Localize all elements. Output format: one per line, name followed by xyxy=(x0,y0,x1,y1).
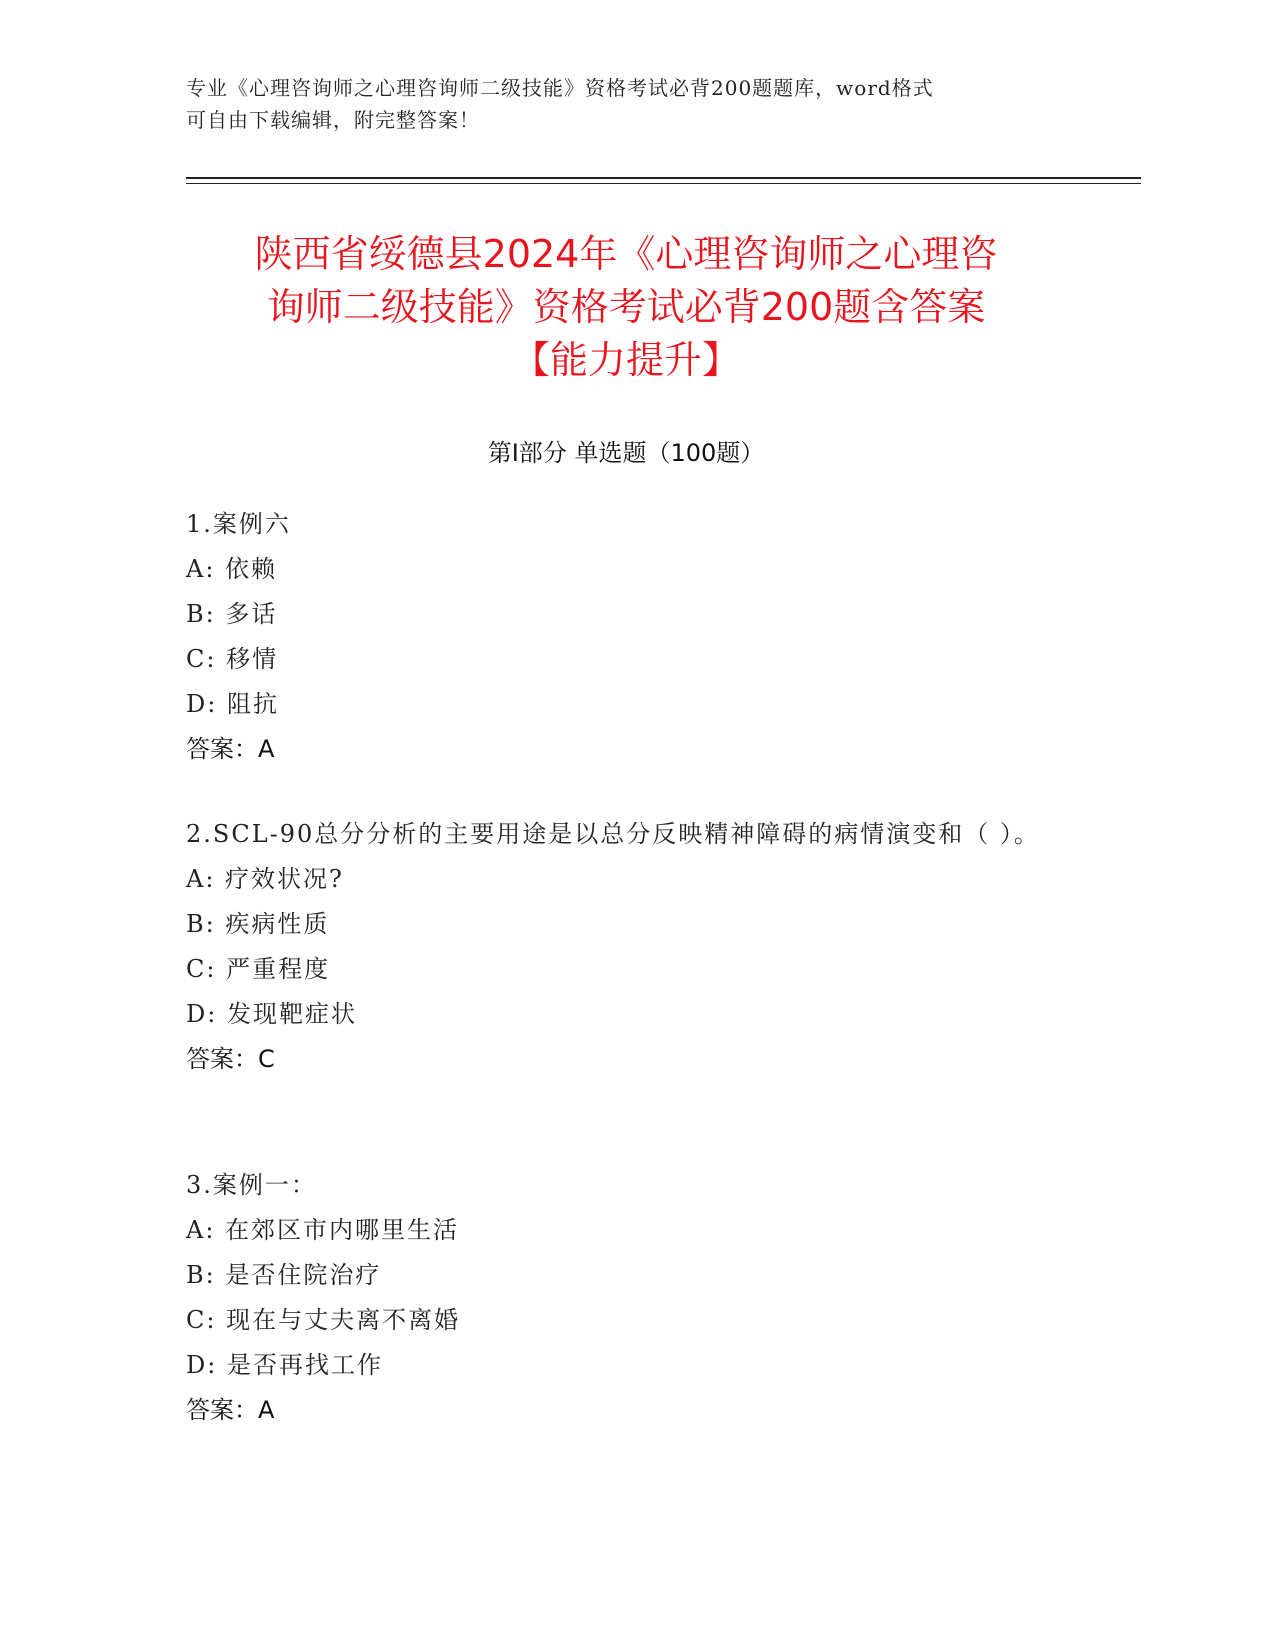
question-3 xyxy=(186,1163,1066,1433)
header-line-2: 可自由下载编辑，附完整答案！ xyxy=(186,108,480,132)
question-2 xyxy=(186,812,1066,1082)
option-b: B: 疾病性质 xyxy=(186,910,330,938)
answer: 答案：C xyxy=(186,1045,275,1073)
option-c: C: 现在与丈夫离不离婚 xyxy=(186,1306,461,1334)
option-a: A: 依赖 xyxy=(186,555,278,583)
answer: 答案：A xyxy=(186,735,275,763)
question-1 xyxy=(186,502,1066,772)
question-stem: 3.案例一： xyxy=(186,1171,317,1199)
section-heading: 第Ⅰ部分 单选题（100题） xyxy=(487,439,765,467)
document-header xyxy=(186,72,1066,136)
option-c: C: 严重程度 xyxy=(186,955,331,983)
option-b: B: 是否住院治疗 xyxy=(186,1261,382,1289)
header-divider-thin xyxy=(186,183,1141,184)
title-line-1: 陕西省绥德县2024年《心理咨询师之心理咨 xyxy=(254,232,998,276)
title-line-2: 询师二级技能》资格考试必背200题含答案 xyxy=(266,285,986,329)
option-b: B: 多话 xyxy=(186,600,278,628)
question-stem: 1.案例六 xyxy=(186,510,291,538)
option-d: D: 发现靶症状 xyxy=(186,1000,357,1028)
option-a: A: 在郊区市内哪里生活 xyxy=(186,1216,460,1244)
answer: 答案：A xyxy=(186,1396,275,1424)
document-title xyxy=(186,228,1066,387)
option-a: A: 疗效状况? xyxy=(186,865,344,893)
option-c: C: 移情 xyxy=(186,645,279,673)
question-stem: 2.SCL-90总分分析的主要用途是以总分反映精神障碍的病情演变和（ ）。 xyxy=(186,820,1040,848)
option-d: D: 阻抗 xyxy=(186,690,279,718)
header-line-1: 专业《心理咨询师之心理咨询师二级技能》资格考试必背200题题库，word格式 xyxy=(186,76,934,100)
title-line-3: 【能力提升】 xyxy=(511,338,740,382)
header-divider-thick xyxy=(186,177,1141,179)
option-d: D: 是否再找工作 xyxy=(186,1351,383,1379)
